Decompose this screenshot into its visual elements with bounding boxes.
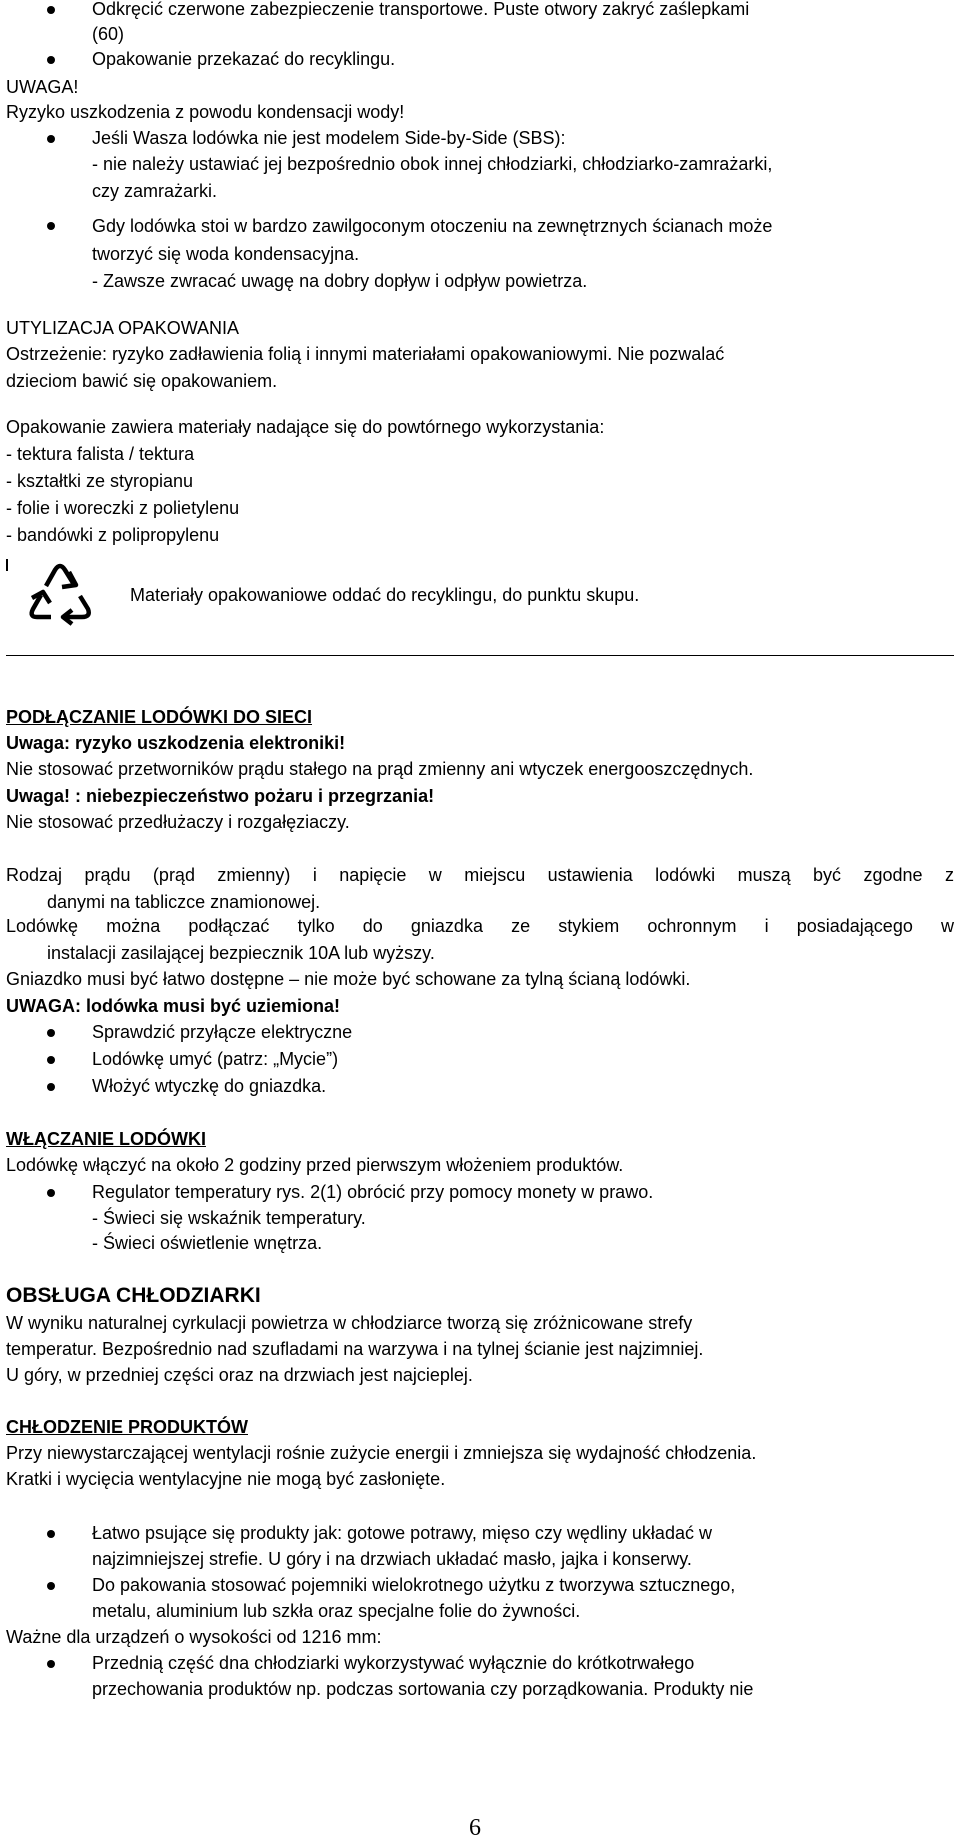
- section-heading: PODŁĄCZANIE LODÓWKI DO SIECI: [6, 707, 312, 727]
- bullet-icon: [47, 222, 55, 230]
- text-line: Lodówkę można podłączać tylko do gniazdka ze stykiem ochronnym i posiadającego w: [6, 916, 954, 936]
- text-line: - bandówki z polipropylenu: [6, 525, 220, 545]
- section-heading: UTYLIZACJA OPAKOWANIA: [6, 318, 240, 338]
- text-line: Lodówkę umyć (patrz: „Mycie”): [92, 1049, 339, 1069]
- bullet-icon: [47, 1189, 55, 1197]
- text-line: Gniazdko musi być łatwo dostępne – nie może być schowane za tylną ścianą lodówki.: [6, 969, 691, 989]
- text-line: dzieciom bawić się opakowaniem.: [6, 371, 278, 391]
- text-line: danymi na tabliczce znamionowej.: [47, 892, 321, 912]
- divider: [6, 655, 954, 656]
- text-line: - tektura falista / tektura: [6, 444, 195, 464]
- bullet-icon: [47, 6, 55, 14]
- bullet-icon: [47, 1029, 55, 1037]
- text-line: czy zamrażarki.: [92, 181, 218, 201]
- text-line: - Świeci oświetlenie wnętrza.: [92, 1233, 323, 1253]
- text-line: Gdy lodówka stoi w bardzo zawilgoconym otoczeniu na zewnętrznych ścianach może: [92, 216, 773, 236]
- text-line: Rodzaj prądu (prąd zmienny) i napięcie w miejscu ustawienia lodówki muszą być zgodne z: [6, 865, 954, 885]
- bullet-icon: [47, 56, 55, 64]
- warning-label: UWAGA!: [6, 77, 79, 97]
- text-line: Przy niewystarczającej wentylacji rośnie zużycie energii i zmniejsza się wydajność chłodzenia.: [6, 1443, 757, 1463]
- section-heading: WŁĄCZANIE LODÓWKI: [6, 1129, 206, 1149]
- bullet-icon: [47, 1582, 55, 1590]
- recycle-icon: [22, 556, 98, 626]
- text-line: Opakowanie zawiera materiały nadające się do powtórnego wykorzystania:: [6, 417, 605, 437]
- bullet-icon: [47, 1083, 55, 1091]
- text-line: Regulator temperatury rys. 2(1) obrócić przy pomocy monety w prawo.: [92, 1182, 654, 1202]
- bullet-icon: [47, 1530, 55, 1538]
- text-line: Ostrzeżenie: ryzyko zadławienia folią i innymi materiałami opakowaniowymi. Nie pozwalać: [6, 344, 725, 364]
- text-line: - folie i woreczki z polietylenu: [6, 498, 240, 518]
- text-line: Lodówkę włączyć na około 2 godziny przed pierwszym włożeniem produktów.: [6, 1155, 624, 1175]
- bullet-icon: [47, 1660, 55, 1668]
- text-line: Nie stosować przedłużaczy i rozgałęziaczy.: [6, 812, 350, 832]
- text-line: przechowania produktów np. podczas sortowania czy porządkowania. Produkty nie: [92, 1679, 754, 1699]
- warning-text: Uwaga: ryzyko uszkodzenia elektroniki!: [6, 733, 346, 753]
- text-line: Opakowanie przekazać do recyklingu.: [92, 49, 396, 69]
- text-line: Jeśli Wasza lodówka nie jest modelem Side-by-Side (SBS):: [92, 128, 566, 148]
- warning-text: Uwaga! : niebezpieczeństwo pożaru i przegrzania!: [6, 786, 435, 806]
- text-line: - nie należy ustawiać jej bezpośrednio obok innej chłodziarki, chłodziarko-zamrażarki,: [92, 154, 773, 174]
- page-number: 6: [469, 1815, 481, 1841]
- text-line: (60): [92, 24, 125, 44]
- text-line: Ryzyko uszkodzenia z powodu kondensacji wody!: [6, 102, 405, 122]
- text-line: Do pakowania stosować pojemniki wielokrotnego użytku z tworzywa sztucznego,: [92, 1575, 736, 1595]
- text-line: Kratki i wycięcia wentylacyjne nie mogą być zasłonięte.: [6, 1469, 446, 1489]
- text-line: tworzyć się woda kondensacyjna.: [92, 244, 360, 264]
- text-line: Materiały opakowaniowe oddać do recyklingu, do punktu skupu.: [130, 585, 640, 605]
- text-line: - Świeci się wskaźnik temperatury.: [92, 1208, 366, 1228]
- bullet-icon: [47, 135, 55, 143]
- text-line: - kształtki ze styropianu: [6, 471, 194, 491]
- text-line: Łatwo psujące się produkty jak: gotowe potrawy, mięso czy wędliny układać w: [92, 1523, 712, 1543]
- text-line: instalacji zasilającej bezpiecznik 10A lub wyższy.: [47, 943, 435, 963]
- section-heading: CHŁODZENIE PRODUKTÓW: [6, 1417, 248, 1437]
- text-line: Ważne dla urządzeń o wysokości od 1216 mm:: [6, 1627, 382, 1647]
- section-heading: OBSŁUGA CHŁODZIARKI: [6, 1284, 261, 1307]
- text-line: Sprawdzić przyłącze elektryczne: [92, 1022, 353, 1042]
- text-line: Odkręcić czerwone zabezpieczenie transportowe. Puste otwory zakryć zaślepkami: [92, 0, 750, 19]
- text-line: najzimniejszej strefie. U góry i na drzwiach układać masło, jajka i konserwy.: [92, 1549, 692, 1569]
- text-line: W wyniku naturalnej cyrkulacji powietrza w chłodziarce tworzą się zróżnicowane strefy: [6, 1313, 693, 1333]
- text-line: - Zawsze zwracać uwagę na dobry dopływ i odpływ powietrza.: [92, 271, 588, 291]
- text-line: Nie stosować przetworników prądu stałego na prąd zmienny ani wtyczek energooszczędnych.: [6, 759, 754, 779]
- bullet-icon: [47, 1056, 55, 1064]
- text-line: U góry, w przedniej części oraz na drzwiach jest najcieplej.: [6, 1365, 473, 1385]
- text-line: metalu, aluminium lub szkła oraz specjalne folie do żywności.: [92, 1601, 581, 1621]
- warning-text: UWAGA: lodówka musi być uziemiona!: [6, 996, 341, 1016]
- text-cursor-mark: [6, 559, 8, 571]
- text-line: temperatur. Bezpośrednio nad szufladami na warzywa i na tylnej ścianie jest najzimniej.: [6, 1339, 704, 1359]
- text-line: Przednią część dna chłodziarki wykorzystywać wyłącznie do krótkotrwałego: [92, 1653, 695, 1673]
- text-line: Włożyć wtyczkę do gniazdka.: [92, 1076, 327, 1096]
